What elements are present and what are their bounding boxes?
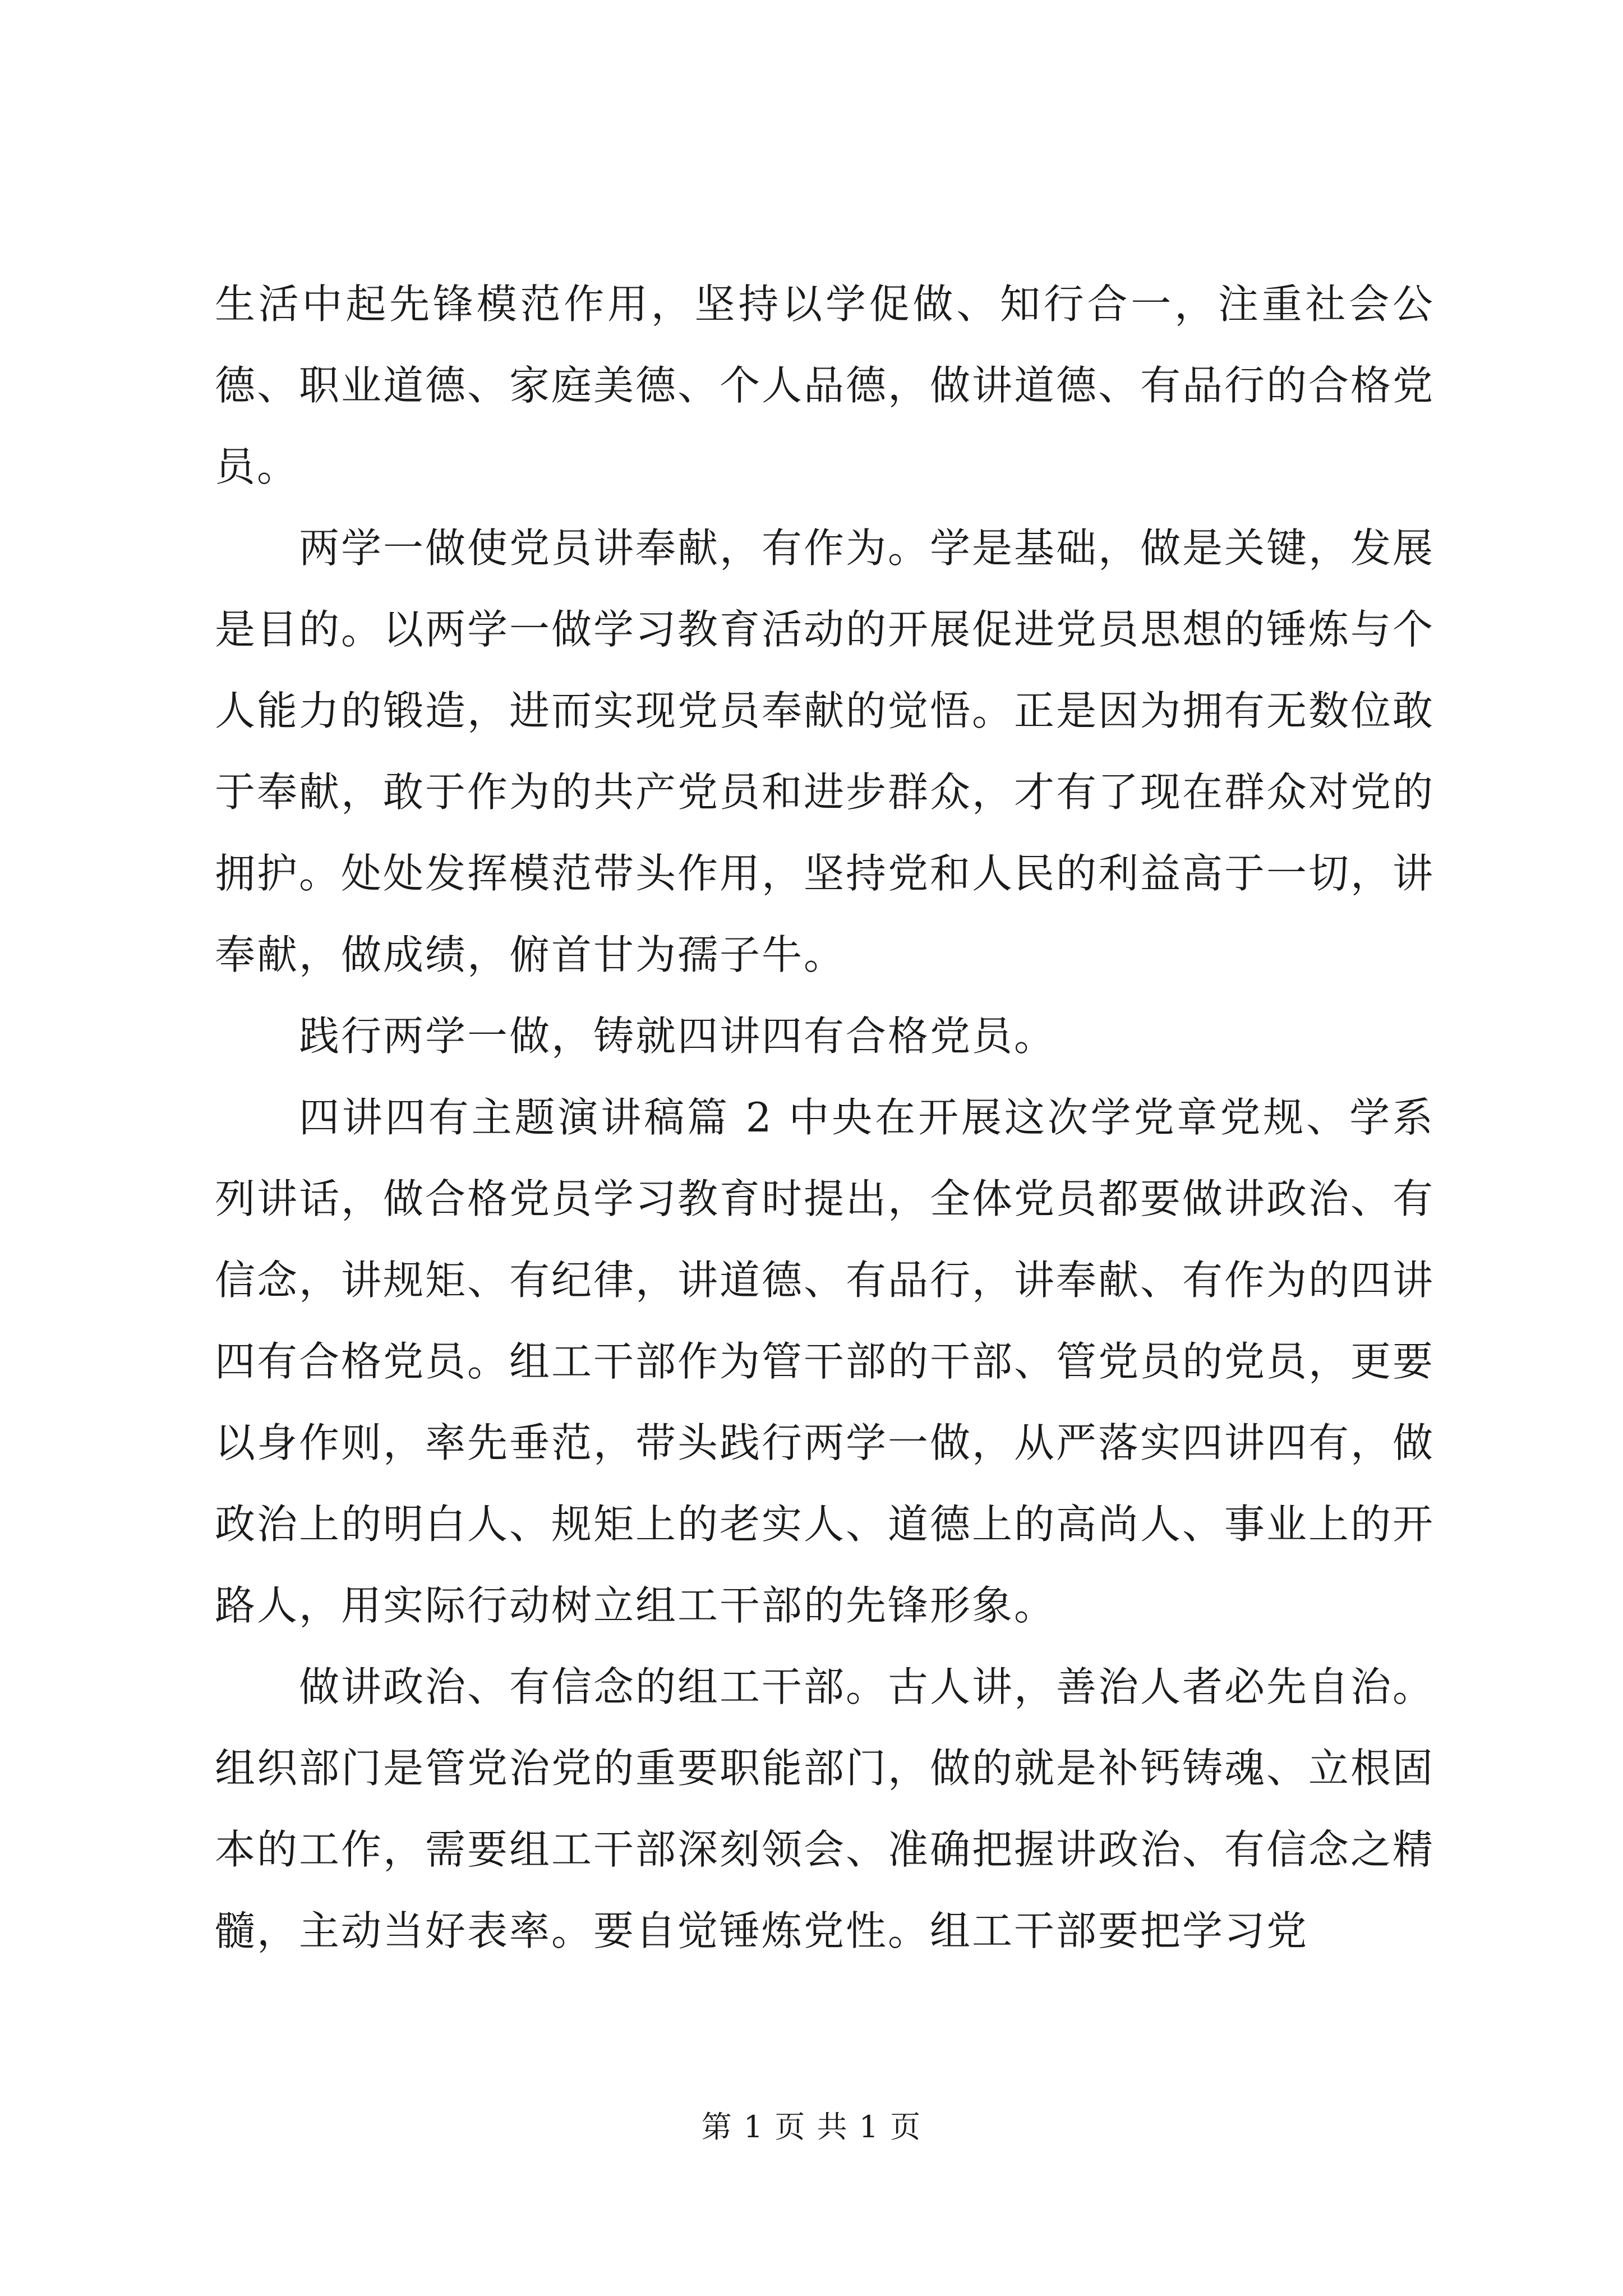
paragraph-4: 四讲四有主题演讲稿篇 2 中央在开展这次学党章党规、学系列讲话，做合格党员学习教育时提出，全体党员都要做讲政治、有信念，讲规矩、有纪律，讲道德、有品行，讲奉献、有作为的四讲四有合格党员。组工干部作为管干部的干部、管党员的党员，更要以身作则，率先垂范，带头践行两学一做，从严落实四讲四有，做政治上的明白人、规矩上的老实人、道德上的高尚人、事业上的开路人，用实际行动树立组工干部的先锋形象。 xyxy=(215,1094,1435,1629)
paragraph-3: 践行两学一做，铸就四讲四有合格党员。 xyxy=(299,1013,1057,1060)
paragraph-2: 两学一做使党员讲奉献，有作为。学是基础，做是关键，发展是目的。以两学一做学习教育活动的开展促进党员思想的锤炼与个人能力的锻造，进而实现党员奉献的觉悟。正是因为拥有无数位敢于奉献，敢于作为的共产党员和进步群众，才有了现在群众对党的拥护。处处发挥模范带头作用，坚持党和人民的利益高于一切，讲奉献，做成绩，俯首甘为孺子牛。 xyxy=(215,524,1435,978)
document-body xyxy=(215,264,1435,1972)
paragraph-1: 生活中起先锋模范作用，坚持以学促做、知行合一，注重社会公德、职业道德、家庭美德、个人品德，做讲道德、有品行的合格党员。 xyxy=(215,280,1435,490)
page-footer: 第 1 页 共 1 页 xyxy=(701,2109,922,2145)
paragraph-5: 做讲政治、有信念的组工干部。古人讲，善治人者必先自治。组织部门是管党治党的重要职能部门，做的就是补钙铸魂、立根固本的工作，需要组工干部深刻领会、准确把握讲政治、有信念之精髓，主动当好表率。要自觉锤炼党性。组工干部要把学习党 xyxy=(215,1663,1435,1954)
